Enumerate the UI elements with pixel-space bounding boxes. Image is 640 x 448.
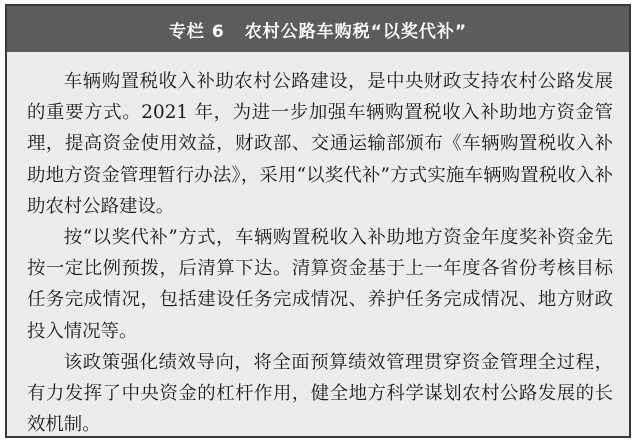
column-header: [7, 6, 629, 52]
column-title: 农村公路车购税“以奖代补”: [244, 21, 468, 42]
paragraph-2: 按“以奖代补”方式，车辆购置税收入补助地方资金年度奖补资金先按一定比例预拨，后清算下达。清算资金基于上一年度各省份考核目标任务完成情况，包括建设任务完成情况、养护任务完成情况、地方财政投入情况等。: [27, 227, 613, 342]
column-number: 专栏 6: [168, 21, 225, 42]
paragraph-3: 该政策强化绩效导向，将全面预算绩效管理贯穿资金管理全过程，有力发挥了中央资金的杠杆作用，健全地方科学谋划农村公路发展的长效机制。: [27, 351, 613, 436]
column-box: [5, 4, 631, 438]
column-body: [7, 52, 629, 440]
paragraph-1: 车辆购置税收入补助农村公路建设，是中央财政支持农村公路发展的重要方式。2021 年，为进一步加强车辆购置税收入补助地方资金管理，提高资金使用效益，财政部、交通运输部颁布《车辆购置税收入补助地方资金管理暂行办法》，采用“以奖代补”方式实施车辆购置税收入补助农村公路建设。: [27, 71, 613, 217]
